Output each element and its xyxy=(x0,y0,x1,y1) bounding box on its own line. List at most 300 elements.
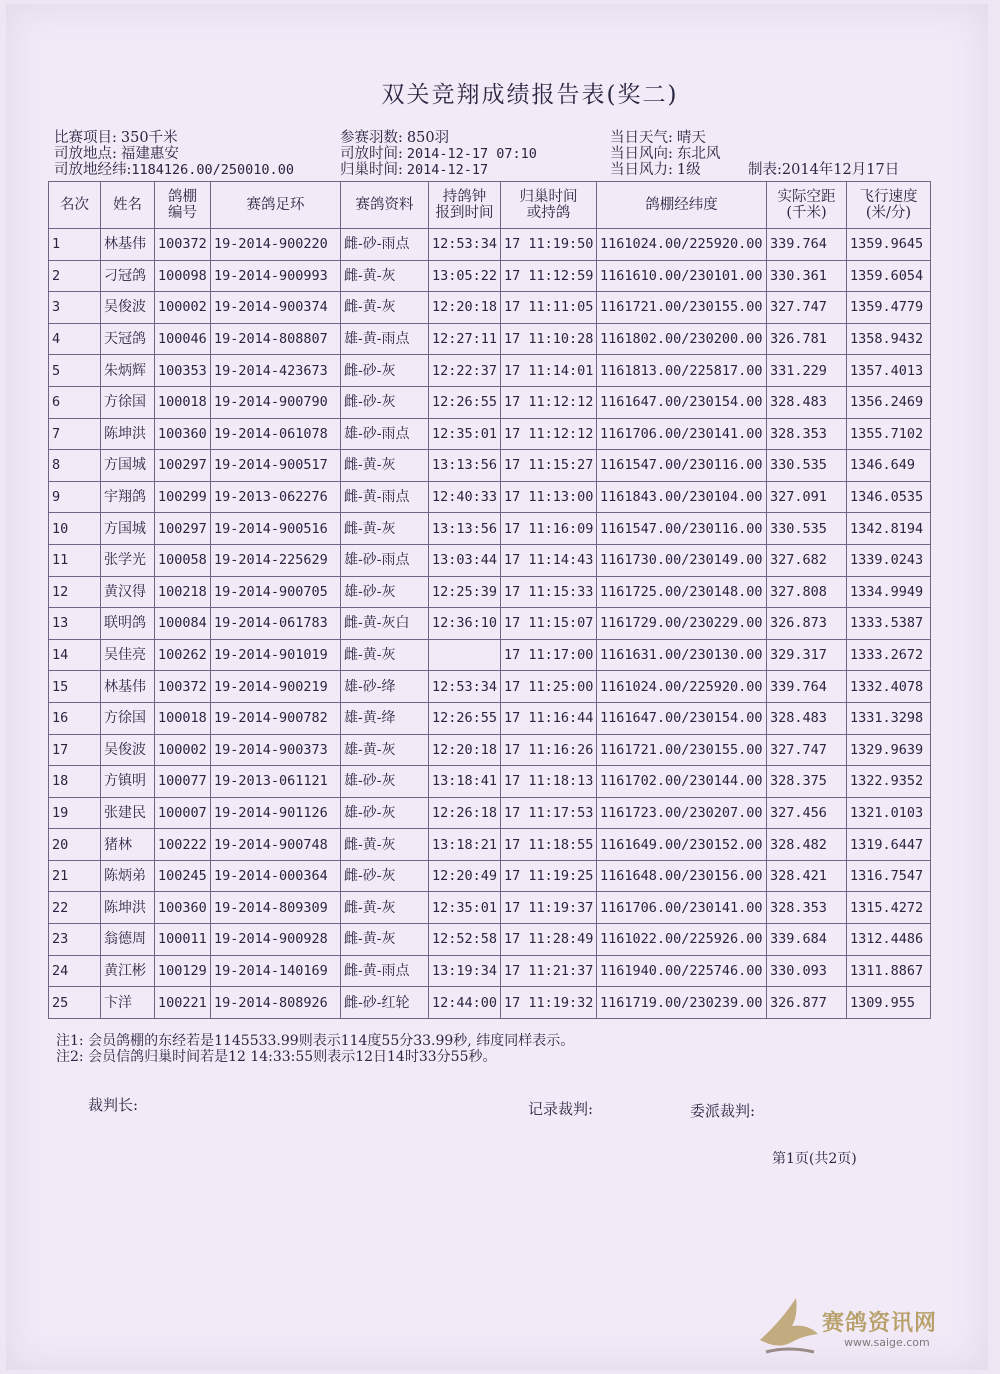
table-cell: 19-2014-901019 xyxy=(211,639,341,671)
table-cell: 22 xyxy=(49,892,101,924)
table-cell: 100098 xyxy=(155,260,211,292)
table-cell: 17 11:17:00 xyxy=(501,639,597,671)
assigned-referee-label: 委派裁判: xyxy=(690,1102,756,1120)
table-cell: 雌-黄-雨点 xyxy=(341,481,429,513)
table-cell: 100360 xyxy=(155,892,211,924)
table-cell: 329.317 xyxy=(767,639,847,671)
table-cell: 19-2014-225629 xyxy=(211,544,341,576)
column-header: 鸽棚经纬度 xyxy=(597,182,767,229)
table-cell: 100077 xyxy=(155,766,211,798)
table-cell: 1319.6447 xyxy=(847,829,931,861)
table-cell: 330.535 xyxy=(767,450,847,482)
table-cell: 陈坤洪 xyxy=(101,892,155,924)
table-cell: 13:18:21 xyxy=(429,829,501,861)
table-cell: 8 xyxy=(49,450,101,482)
table-row xyxy=(49,481,931,513)
table-cell: 1309.955 xyxy=(847,987,931,1019)
table-cell: 方国城 xyxy=(101,450,155,482)
table-cell: 12:26:55 xyxy=(429,702,501,734)
table-row xyxy=(49,797,931,829)
table-cell: 15 xyxy=(49,671,101,703)
results-table xyxy=(48,181,931,1019)
table-cell: 327.808 xyxy=(767,576,847,608)
table-row xyxy=(49,734,931,766)
table-row xyxy=(49,355,931,387)
table-cell: 12:53:34 xyxy=(429,671,501,703)
table-cell: 17 11:11:05 xyxy=(501,292,597,324)
table-cell: 339.764 xyxy=(767,229,847,261)
table-cell: 13:18:41 xyxy=(429,766,501,798)
table-cell: 326.873 xyxy=(767,608,847,640)
table-cell: 1358.9432 xyxy=(847,323,931,355)
table-cell: 13:03:44 xyxy=(429,544,501,576)
table-cell: 17 11:13:00 xyxy=(501,481,597,513)
table-cell: 19-2014-808926 xyxy=(211,987,341,1019)
table-cell: 17 11:14:43 xyxy=(501,544,597,576)
table-row xyxy=(49,702,931,734)
table-cell: 方徐国 xyxy=(101,386,155,418)
table-row xyxy=(49,860,931,892)
table-row xyxy=(49,292,931,324)
table-cell: 19 xyxy=(49,797,101,829)
table-cell: 17 11:16:09 xyxy=(501,513,597,545)
table-cell: 17 11:10:28 xyxy=(501,323,597,355)
table-cell: 1161610.00/230101.00 xyxy=(597,260,767,292)
column-header: 姓名 xyxy=(101,182,155,229)
table-cell: 林基伟 xyxy=(101,229,155,261)
table-cell: 吴佳亮 xyxy=(101,639,155,671)
meta-return-time: 归巢时间: 2014-12-17 xyxy=(340,162,489,178)
table-cell: 328.375 xyxy=(767,766,847,798)
table-cell: 12 xyxy=(49,576,101,608)
table-cell: 100084 xyxy=(155,608,211,640)
table-cell: 1161706.00/230141.00 xyxy=(597,892,767,924)
table-cell: 328.482 xyxy=(767,829,847,861)
table-cell: 方镇明 xyxy=(101,766,155,798)
table-cell: 雄-砂-灰 xyxy=(341,576,429,608)
table-cell: 19-2014-061783 xyxy=(211,608,341,640)
note-1: 注1: 会员鸽棚的东经若是1145533.99则表示114度55分33.99秒, 纬度同样表示。 xyxy=(56,1033,575,1049)
table-cell: 327.682 xyxy=(767,544,847,576)
table-cell: 黄江彬 xyxy=(101,955,155,987)
table-cell: 100129 xyxy=(155,955,211,987)
table-cell: 19-2013-062276 xyxy=(211,481,341,513)
table-cell: 19-2014-809309 xyxy=(211,892,341,924)
table-cell: 1161706.00/230141.00 xyxy=(597,418,767,450)
table-cell: 雌-黄-灰 xyxy=(341,513,429,545)
table-row xyxy=(49,639,931,671)
table-cell: 100262 xyxy=(155,639,211,671)
table-cell: 17 11:19:37 xyxy=(501,892,597,924)
table-cell: 17 11:12:12 xyxy=(501,418,597,450)
table-cell: 17 11:15:33 xyxy=(501,576,597,608)
table-cell: 方国城 xyxy=(101,513,155,545)
table-cell: 1161547.00/230116.00 xyxy=(597,513,767,545)
table-cell: 19-2014-900748 xyxy=(211,829,341,861)
table-cell: 朱炳辉 xyxy=(101,355,155,387)
table-cell: 25 xyxy=(49,987,101,1019)
table-cell: 1161813.00/225817.00 xyxy=(597,355,767,387)
table-cell: 12:35:01 xyxy=(429,892,501,924)
table-cell: 100372 xyxy=(155,229,211,261)
table-cell: 猪林 xyxy=(101,829,155,861)
table-cell: 陈坤洪 xyxy=(101,418,155,450)
table-cell: 1339.0243 xyxy=(847,544,931,576)
table-cell: 5 xyxy=(49,355,101,387)
table-cell: 20 xyxy=(49,829,101,861)
table-cell: 1332.4078 xyxy=(847,671,931,703)
table-cell: 1161802.00/230200.00 xyxy=(597,323,767,355)
table-cell: 17 11:16:44 xyxy=(501,702,597,734)
table-cell: 12:44:00 xyxy=(429,987,501,1019)
table-cell: 17 11:21:37 xyxy=(501,955,597,987)
table-cell: 雌-黄-灰 xyxy=(341,829,429,861)
table-cell: 328.421 xyxy=(767,860,847,892)
meta-race-item: 比赛项目: 350千米 xyxy=(54,130,178,146)
table-cell: 1359.9645 xyxy=(847,229,931,261)
table-cell: 19-2014-900928 xyxy=(211,924,341,956)
table-cell: 14 xyxy=(49,639,101,671)
table-cell: 雄-砂-灰 xyxy=(341,797,429,829)
table-row xyxy=(49,829,931,861)
column-header: 名次 xyxy=(49,182,101,229)
table-cell: 326.781 xyxy=(767,323,847,355)
table-cell: 19-2014-140169 xyxy=(211,955,341,987)
table-cell: 100222 xyxy=(155,829,211,861)
column-header: 飞行速度 (米/分) xyxy=(847,182,931,229)
table-cell: 1161647.00/230154.00 xyxy=(597,386,767,418)
table-cell: 23 xyxy=(49,924,101,956)
table-cell: 雄-黄-灰 xyxy=(341,734,429,766)
table-cell: 1161723.00/230207.00 xyxy=(597,797,767,829)
table-cell: 1161843.00/230104.00 xyxy=(597,481,767,513)
table-cell: 19-2014-900782 xyxy=(211,702,341,734)
table-row xyxy=(49,576,931,608)
table-cell: 17 11:25:00 xyxy=(501,671,597,703)
table-header-row xyxy=(49,182,931,229)
table-cell: 1322.9352 xyxy=(847,766,931,798)
table-cell: 19-2014-901126 xyxy=(211,797,341,829)
table-cell: 19-2014-423673 xyxy=(211,355,341,387)
table-row xyxy=(49,924,931,956)
table-row xyxy=(49,608,931,640)
table-cell: 雄-黄-绛 xyxy=(341,702,429,734)
table-cell: 1359.4779 xyxy=(847,292,931,324)
table-cell: 7 xyxy=(49,418,101,450)
table-cell: 100297 xyxy=(155,450,211,482)
table-cell: 100007 xyxy=(155,797,211,829)
meta-wind-direction: 当日风向: 东北风 xyxy=(610,146,721,162)
table-cell: 19-2014-900219 xyxy=(211,671,341,703)
table-cell: 19-2014-061078 xyxy=(211,418,341,450)
table-cell: 19-2014-900517 xyxy=(211,450,341,482)
table-cell: 1333.2672 xyxy=(847,639,931,671)
table-cell: 吴俊波 xyxy=(101,734,155,766)
table-cell: 雌-黄-灰 xyxy=(341,639,429,671)
table-cell: 327.456 xyxy=(767,797,847,829)
table-cell: 1161702.00/230144.00 xyxy=(597,766,767,798)
table-cell: 1346.649 xyxy=(847,450,931,482)
table-cell: 19-2014-900993 xyxy=(211,260,341,292)
table-cell: 17 11:15:07 xyxy=(501,608,597,640)
column-header: 赛鸽足环 xyxy=(211,182,341,229)
table-cell: 12:20:49 xyxy=(429,860,501,892)
table-cell: 17 xyxy=(49,734,101,766)
table-cell: 100011 xyxy=(155,924,211,956)
table-cell: 1161022.00/225926.00 xyxy=(597,924,767,956)
meta-release-coord: 司放地经纬:1184126.00/250010.00 xyxy=(54,162,294,178)
table-row xyxy=(49,892,931,924)
table-cell: 12:20:18 xyxy=(429,292,501,324)
table-cell: 21 xyxy=(49,860,101,892)
table-cell: 1161730.00/230149.00 xyxy=(597,544,767,576)
table-cell: 1161940.00/225746.00 xyxy=(597,955,767,987)
table-cell: 1312.4486 xyxy=(847,924,931,956)
table-cell: 17 11:19:50 xyxy=(501,229,597,261)
table-cell: 张学光 xyxy=(101,544,155,576)
table-row xyxy=(49,450,931,482)
table-cell: 100372 xyxy=(155,671,211,703)
table-cell: 100360 xyxy=(155,418,211,450)
meta-made-date: 制表:2014年12月17日 xyxy=(748,162,900,178)
table-cell: 1161631.00/230130.00 xyxy=(597,639,767,671)
table-cell: 1161024.00/225920.00 xyxy=(597,229,767,261)
table-cell: 雌-砂-灰 xyxy=(341,386,429,418)
table-cell: 100299 xyxy=(155,481,211,513)
table-cell: 雌-砂-雨点 xyxy=(341,229,429,261)
table-cell: 100058 xyxy=(155,544,211,576)
table-cell: 328.483 xyxy=(767,702,847,734)
column-header: 鸽棚 编号 xyxy=(155,182,211,229)
table-cell: 17 11:18:55 xyxy=(501,829,597,861)
meta-release-time: 司放时间: 2014-12-17 07:10 xyxy=(340,146,537,162)
table-cell: 1359.6054 xyxy=(847,260,931,292)
table-cell: 19-2013-061121 xyxy=(211,766,341,798)
meta-entries: 参赛羽数: 850羽 xyxy=(340,130,450,146)
table-cell: 陈炳弟 xyxy=(101,860,155,892)
table-cell: 1355.7102 xyxy=(847,418,931,450)
table-cell: 雌-黄-灰 xyxy=(341,260,429,292)
table-cell xyxy=(429,639,501,671)
column-header: 赛鸽资料 xyxy=(341,182,429,229)
table-cell: 17 11:17:53 xyxy=(501,797,597,829)
table-cell: 雌-砂-灰 xyxy=(341,860,429,892)
table-cell: 林基伟 xyxy=(101,671,155,703)
table-row xyxy=(49,418,931,450)
table-cell: 雌-黄-雨点 xyxy=(341,955,429,987)
table-cell: 19-2014-000364 xyxy=(211,860,341,892)
table-cell: 19-2014-900705 xyxy=(211,576,341,608)
table-cell: 雌-黄-灰 xyxy=(341,450,429,482)
table-cell: 1346.0535 xyxy=(847,481,931,513)
table-cell: 17 11:19:32 xyxy=(501,987,597,1019)
table-cell: 19-2014-900790 xyxy=(211,386,341,418)
table-cell: 1334.9949 xyxy=(847,576,931,608)
table-cell: 1357.4013 xyxy=(847,355,931,387)
table-cell: 100018 xyxy=(155,702,211,734)
table-cell: 黄汉得 xyxy=(101,576,155,608)
table-cell: 雄-砂-绛 xyxy=(341,671,429,703)
record-referee-label: 记录裁判: xyxy=(528,1100,594,1118)
table-cell: 方徐国 xyxy=(101,702,155,734)
table-cell: 12:27:11 xyxy=(429,323,501,355)
table-cell: 19-2014-900220 xyxy=(211,229,341,261)
table-row xyxy=(49,955,931,987)
table-cell: 13 xyxy=(49,608,101,640)
table-cell: 雌-黄-灰白 xyxy=(341,608,429,640)
table-cell: 100297 xyxy=(155,513,211,545)
column-header: 归巢时间 或持鸽 xyxy=(501,182,597,229)
table-cell: 339.684 xyxy=(767,924,847,956)
table-cell: 2 xyxy=(49,260,101,292)
table-row xyxy=(49,386,931,418)
table-cell: 24 xyxy=(49,955,101,987)
table-cell: 1161648.00/230156.00 xyxy=(597,860,767,892)
table-cell: 17 11:16:26 xyxy=(501,734,597,766)
table-cell: 12:26:18 xyxy=(429,797,501,829)
table-cell: 联明鸽 xyxy=(101,608,155,640)
table-cell: 雌-砂-灰 xyxy=(341,355,429,387)
table-cell: 12:40:33 xyxy=(429,481,501,513)
table-row xyxy=(49,671,931,703)
table-cell: 327.747 xyxy=(767,292,847,324)
table-cell: 1161721.00/230155.00 xyxy=(597,734,767,766)
table-cell: 17 11:18:13 xyxy=(501,766,597,798)
table-cell: 1161024.00/225920.00 xyxy=(597,671,767,703)
table-cell: 13:19:34 xyxy=(429,955,501,987)
table-cell: 13:13:56 xyxy=(429,513,501,545)
meta-release-place: 司放地点: 福建惠安 xyxy=(54,146,179,162)
table-cell: 张建民 xyxy=(101,797,155,829)
note-2: 注2: 会员信鸽归巢时间若是12 14:33:55则表示12日14时33分55秒。 xyxy=(56,1049,497,1065)
table-cell: 339.764 xyxy=(767,671,847,703)
table-cell: 1311.8867 xyxy=(847,955,931,987)
table-cell: 1329.9639 xyxy=(847,734,931,766)
table-cell: 100245 xyxy=(155,860,211,892)
table-cell: 1356.2469 xyxy=(847,386,931,418)
table-cell: 13:05:22 xyxy=(429,260,501,292)
table-cell: 1315.4272 xyxy=(847,892,931,924)
meta-wind-force: 当日风力: 1级 xyxy=(610,162,701,178)
table-cell: 12:25:39 xyxy=(429,576,501,608)
table-cell: 4 xyxy=(49,323,101,355)
table-cell: 330.535 xyxy=(767,513,847,545)
table-cell: 100353 xyxy=(155,355,211,387)
table-cell: 1316.7547 xyxy=(847,860,931,892)
meta-weather: 当日天气: 晴天 xyxy=(610,130,706,146)
table-cell: 1 xyxy=(49,229,101,261)
table-cell: 雄-砂-雨点 xyxy=(341,544,429,576)
table-cell: 10 xyxy=(49,513,101,545)
chief-referee-label: 裁判长: xyxy=(88,1096,139,1114)
pigeon-logo-icon xyxy=(752,1290,822,1360)
table-cell: 1161647.00/230154.00 xyxy=(597,702,767,734)
table-cell: 328.483 xyxy=(767,386,847,418)
report-title: 双关竞翔成绩报告表(奖二) xyxy=(381,82,679,108)
table-cell: 12:22:37 xyxy=(429,355,501,387)
table-cell: 1161719.00/230239.00 xyxy=(597,987,767,1019)
table-cell: 330.361 xyxy=(767,260,847,292)
page-indicator: 第1页(共2页) xyxy=(772,1151,857,1167)
table-cell: 19-2014-900374 xyxy=(211,292,341,324)
table-row xyxy=(49,513,931,545)
table-cell: 17 11:14:01 xyxy=(501,355,597,387)
table-row xyxy=(49,544,931,576)
table-cell: 100018 xyxy=(155,386,211,418)
table-cell: 1161547.00/230116.00 xyxy=(597,450,767,482)
watermark-url: www.saige.com xyxy=(844,1336,930,1349)
table-cell: 17 11:12:12 xyxy=(501,386,597,418)
table-cell: 19-2014-900516 xyxy=(211,513,341,545)
table-cell: 1331.3298 xyxy=(847,702,931,734)
table-cell: 12:26:55 xyxy=(429,386,501,418)
table-cell: 328.353 xyxy=(767,418,847,450)
table-cell: 吴俊波 xyxy=(101,292,155,324)
table-cell: 雄-砂-灰 xyxy=(341,766,429,798)
table-cell: 1161729.00/230229.00 xyxy=(597,608,767,640)
table-cell: 3 xyxy=(49,292,101,324)
table-cell: 宇翔鸽 xyxy=(101,481,155,513)
table-cell: 100046 xyxy=(155,323,211,355)
table-cell: 100002 xyxy=(155,734,211,766)
table-cell: 100218 xyxy=(155,576,211,608)
table-cell: 17 11:12:59 xyxy=(501,260,597,292)
table-cell: 19-2014-808807 xyxy=(211,323,341,355)
table-row xyxy=(49,229,931,261)
table-cell: 100002 xyxy=(155,292,211,324)
table-cell: 雌-黄-灰 xyxy=(341,292,429,324)
table-cell: 327.091 xyxy=(767,481,847,513)
column-header: 实际空距 (千米) xyxy=(767,182,847,229)
table-cell: 1342.8194 xyxy=(847,513,931,545)
table-cell: 6 xyxy=(49,386,101,418)
table-cell: 11 xyxy=(49,544,101,576)
table-cell: 1161649.00/230152.00 xyxy=(597,829,767,861)
table-cell: 12:53:34 xyxy=(429,229,501,261)
table-row xyxy=(49,766,931,798)
table-row xyxy=(49,323,931,355)
table-row xyxy=(49,987,931,1019)
table-cell: 17 11:28:49 xyxy=(501,924,597,956)
table-cell: 翁德周 xyxy=(101,924,155,956)
table-cell: 卞洋 xyxy=(101,987,155,1019)
table-cell: 328.353 xyxy=(767,892,847,924)
table-cell: 1161725.00/230148.00 xyxy=(597,576,767,608)
watermark-text: 赛鸽资讯网 xyxy=(822,1311,938,1336)
table-cell: 18 xyxy=(49,766,101,798)
table-cell: 1161721.00/230155.00 xyxy=(597,292,767,324)
table-cell: 雄-黄-雨点 xyxy=(341,323,429,355)
watermark-logo xyxy=(752,1290,972,1360)
table-cell: 12:35:01 xyxy=(429,418,501,450)
table-cell: 330.093 xyxy=(767,955,847,987)
table-cell: 雌-砂-红轮 xyxy=(341,987,429,1019)
table-cell: 刁冠鸽 xyxy=(101,260,155,292)
table-cell: 雄-砂-雨点 xyxy=(341,418,429,450)
table-cell: 17 11:19:25 xyxy=(501,860,597,892)
table-cell: 12:52:58 xyxy=(429,924,501,956)
table-cell: 12:36:10 xyxy=(429,608,501,640)
table-cell: 12:20:18 xyxy=(429,734,501,766)
table-cell: 雌-黄-灰 xyxy=(341,892,429,924)
table-cell: 雌-黄-灰 xyxy=(341,924,429,956)
table-body xyxy=(49,229,931,1019)
table-cell: 16 xyxy=(49,702,101,734)
table-cell: 13:13:56 xyxy=(429,450,501,482)
table-cell: 331.229 xyxy=(767,355,847,387)
table-cell: 天冠鸽 xyxy=(101,323,155,355)
table-cell: 19-2014-900373 xyxy=(211,734,341,766)
